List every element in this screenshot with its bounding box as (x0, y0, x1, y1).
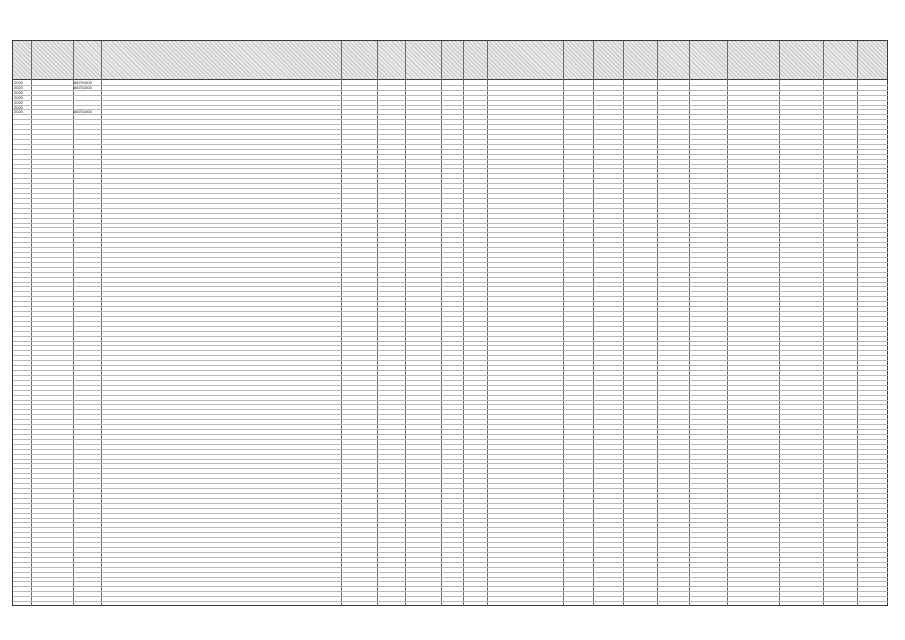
cell-year: 2020 (14, 89, 23, 95)
header-row (12, 40, 888, 80)
column-divider (727, 41, 728, 81)
column-divider (689, 41, 690, 81)
column-divider (487, 41, 488, 81)
column-divider (73, 41, 74, 81)
cell-year: 2020 (14, 109, 23, 115)
column-divider (657, 41, 658, 81)
cell-oktmo: 68701000 (74, 80, 92, 85)
spreadsheet (12, 40, 888, 606)
column-divider (101, 41, 102, 81)
cell-oktmo: 68701000 (74, 109, 92, 115)
table-body (12, 80, 888, 606)
column-divider (341, 41, 342, 81)
column-divider (593, 41, 594, 81)
cell-year: 2020 (14, 80, 23, 85)
column-divider (623, 41, 624, 81)
table-row[interactable] (13, 601, 888, 606)
column-divider (563, 41, 564, 81)
cell-year: 2020 (14, 94, 23, 100)
cell-oktmo: 68701000 (74, 84, 92, 90)
column-divider (857, 41, 858, 81)
column-divider (463, 41, 464, 81)
cell-year: 2020 (14, 84, 23, 90)
cell-year: 2020 (14, 99, 23, 105)
column-divider (823, 41, 824, 81)
column-divider (441, 41, 442, 81)
cell-year: 2020 (14, 104, 23, 110)
column-divider (377, 41, 378, 81)
column-divider (779, 41, 780, 81)
column-divider (31, 41, 32, 81)
column-divider (405, 41, 406, 81)
